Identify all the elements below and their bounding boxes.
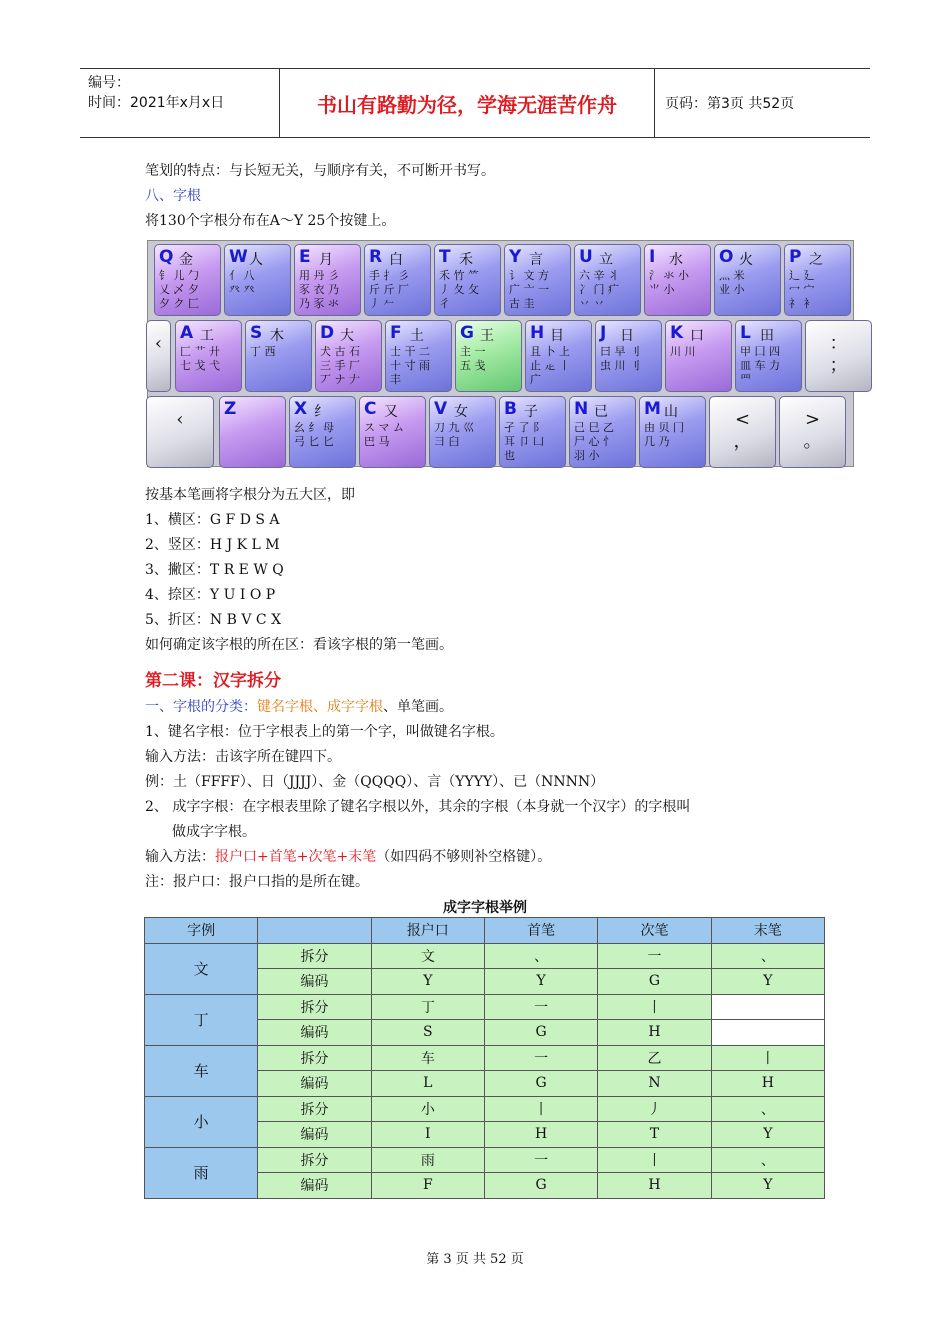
key-q [154, 244, 221, 316]
key-t [434, 244, 501, 316]
key-symbol [805, 320, 872, 392]
key-letter: T [439, 247, 451, 267]
key-roots: 川 川 [670, 345, 696, 358]
key-roots: 灬 米 业 小 [719, 269, 745, 296]
row-label: 拆分 [258, 1096, 371, 1122]
key-roots: 讠 文 方 广 亠 一 古 圭 [509, 269, 549, 310]
key-name-root: 土 [410, 328, 424, 344]
key-name-root: 工 [200, 328, 214, 344]
class-prefix: 一、字根的分类： [145, 699, 257, 715]
key-letter: A [180, 323, 194, 343]
table-row [145, 1096, 825, 1122]
key-g [455, 320, 522, 392]
row-label: 拆分 [258, 943, 371, 969]
key-name-root: 大 [340, 328, 354, 344]
key-symbol: ‹ [176, 409, 184, 430]
char-root-def-2: 做成字字根。 [172, 824, 256, 840]
table-row [145, 1045, 825, 1071]
key-symbol [146, 320, 171, 392]
stroke-feature: 笔划的特点：与长短无关，与顺序有关，不可断开书写。 [145, 163, 495, 179]
code-cell: G [484, 1173, 597, 1199]
key-root-input: 输入方法：击该字所在键四下。 [145, 749, 341, 765]
key-name-root: 田 [760, 328, 774, 344]
table-row [145, 994, 825, 1020]
key-letter: Y [509, 247, 522, 267]
key-name-root: 人 [249, 252, 263, 268]
key-b [499, 396, 566, 468]
key-letter: Q [159, 247, 174, 267]
key-roots: 幺 纟 母 弓 匕 匕 [294, 421, 334, 448]
key-o [714, 244, 781, 316]
row-label: 编码 [258, 1173, 371, 1199]
key-roots: 刀 九 巛 彐 臼 [434, 421, 474, 448]
key-p [784, 244, 851, 316]
split-cell: 文 [371, 943, 484, 969]
key-letter: X [294, 399, 308, 419]
key-letter: K [670, 323, 684, 343]
split-cell [711, 994, 824, 1020]
key-s [245, 320, 312, 392]
code-cell: H [598, 1173, 711, 1199]
key-letter: L [740, 323, 751, 343]
split-cell: 一 [484, 994, 597, 1020]
row-label: 编码 [258, 1122, 371, 1148]
key-letter: M [644, 399, 661, 419]
key-symbol [779, 396, 846, 468]
key-name-root: 日 [620, 328, 634, 344]
code-cell: I [371, 1122, 484, 1148]
split-cell: 丿 [598, 1096, 711, 1122]
key-i [644, 244, 711, 316]
key-roots: 六 辛 丬 冫 门 疒 丷 丷 [579, 269, 619, 310]
code-cell: L [371, 1071, 484, 1097]
header-cell: 末笔 [711, 918, 824, 944]
input-formula: 报户口+首笔+次笔+末笔 [215, 849, 377, 865]
key-root-def: 1、键名字根：位于字根表上的第一个字，叫做键名字根。 [145, 724, 504, 740]
zone-item: 4、捺区：Y U I O P [145, 587, 276, 603]
split-cell: 丨 [484, 1096, 597, 1122]
zone-item: 5、折区：N B V C X [145, 612, 282, 628]
key-roots: 匚 艹 廾 七 戈 弋 [180, 345, 220, 372]
code-cell: T [598, 1122, 711, 1148]
split-cell: 丨 [598, 994, 711, 1020]
key-name-root: 子 [524, 404, 538, 420]
key-roots: ス マ ム 巴 马 [364, 421, 404, 448]
code-cell [711, 1020, 824, 1046]
key-roots: 士 干 二 十 寸 雨 丰 [390, 345, 430, 386]
key-roots: 孑 了 阝 耳 卩 凵 也 [504, 421, 544, 462]
class-char-root: 成字字根 [327, 699, 383, 715]
code-cell: G [484, 1071, 597, 1097]
key-roots: 用 丹 彡 豕 衣 乃 乃 豕 氺 [299, 269, 339, 310]
key-name-root: 纟 [314, 404, 328, 420]
table-header-row [145, 918, 825, 944]
code-cell: G [598, 969, 711, 995]
header-cell: 报户口 [371, 918, 484, 944]
header-page-info: 页码：第3页 共52页 [665, 96, 795, 112]
code-cell: H [598, 1020, 711, 1046]
key-name-root: 月 [319, 252, 333, 268]
key-name-root: 王 [480, 328, 494, 344]
split-cell: 、 [484, 943, 597, 969]
char-example: 文 [145, 943, 258, 994]
key-roots: 手 扌 彡 斤 斤 厂 丿 𠂉 [369, 269, 409, 310]
key-letter: N [574, 399, 589, 419]
key-y [504, 244, 571, 316]
key-letter: U [579, 247, 593, 267]
split-cell: 小 [371, 1096, 484, 1122]
split-cell: 、 [711, 1147, 824, 1173]
key-roots: 氵 氺 小 ⺌ 小 [649, 269, 689, 296]
key-name-root: 木 [270, 328, 284, 344]
zone-how: 如何确定该字根的所在区：看该字根的第一笔画。 [145, 637, 453, 653]
roots-distribution: 将130个字根分布在A～Y 25个按键上。 [145, 213, 396, 229]
key-name-root: 水 [669, 252, 683, 268]
key-symbol: < ， [733, 409, 752, 452]
key-r [364, 244, 431, 316]
key-letter: W [229, 247, 248, 267]
key-roots: 亻 八 癶 癶 [229, 269, 255, 296]
key-roots: 钅 儿 勹 乂 乄 夕 夕 ク 匚 [159, 269, 199, 310]
row-label: 拆分 [258, 994, 371, 1020]
key-letter: P [789, 247, 802, 267]
table-caption: 成字字根举例 [443, 900, 527, 916]
key-symbol [709, 396, 776, 468]
key-m [639, 396, 706, 468]
code-cell: Y [484, 969, 597, 995]
header-cell: 次笔 [598, 918, 711, 944]
zone-item: 3、撇区：T R E W Q [145, 562, 284, 578]
code-cell: Y [711, 969, 824, 995]
key-e [294, 244, 361, 316]
header-cell: 字例 [145, 918, 258, 944]
split-cell: 、 [711, 943, 824, 969]
char-example: 丁 [145, 994, 258, 1045]
key-roots: 犬 古 石 三 手 厂 丆 ナ 𠂇 [320, 345, 360, 386]
code-cell: Y [371, 969, 484, 995]
key-symbol: ‹ [154, 333, 163, 354]
key-l [735, 320, 802, 392]
char-example: 车 [145, 1045, 258, 1096]
key-c [359, 396, 426, 468]
key-name-root: 目 [550, 328, 564, 344]
key-name-root: 白 [389, 252, 403, 268]
number-label: 编号： [88, 75, 130, 91]
code-cell: Y [711, 1122, 824, 1148]
key-symbol: ： ； [829, 333, 848, 376]
note: 注：报户口：报户口指的是所在键。 [145, 874, 369, 890]
key-name-root: 言 [529, 252, 543, 268]
zones-intro: 按基本笔画将字根分为五大区，即 [145, 487, 355, 503]
key-letter: H [530, 323, 545, 343]
row-label: 拆分 [258, 1045, 371, 1071]
split-cell: 雨 [371, 1147, 484, 1173]
code-cell: H [484, 1122, 597, 1148]
code-cell: N [598, 1071, 711, 1097]
page-header [80, 68, 870, 138]
key-roots: 丁 西 [250, 345, 276, 358]
split-cell: 丨 [711, 1045, 824, 1071]
key-letter: F [390, 323, 402, 343]
key-roots: 由 贝 冂 几 乃 [644, 421, 684, 448]
zone-item: 2、竖区：H J K L M [145, 537, 280, 553]
code-cell: S [371, 1020, 484, 1046]
key-d [315, 320, 382, 392]
key-roots: 甲 囗 四 皿 车 力 罒 [740, 345, 780, 386]
key-name-root: 立 [599, 252, 613, 268]
key-u [574, 244, 641, 316]
row-label: 编码 [258, 1020, 371, 1046]
key-name-root: 禾 [459, 252, 473, 268]
lesson-title: 第二课：汉字拆分 [145, 671, 281, 691]
char-root-table [144, 917, 825, 1199]
code-cell: H [711, 1071, 824, 1097]
code-cell: G [484, 1020, 597, 1046]
code-cell: Y [711, 1173, 824, 1199]
key-letter: J [600, 323, 607, 343]
key-a [175, 320, 242, 392]
split-cell: 乙 [598, 1045, 711, 1071]
char-root-def-1: 2、 成字字根：在字根表里除了键名字根以外，其余的字根（本身就一个汉字）的字根叫 [145, 799, 691, 815]
section-heading-8: 八、字根 [145, 188, 201, 204]
key-name-root: 火 [739, 252, 753, 268]
header-meta [80, 69, 280, 137]
key-roots: 主 一 五 戋 [460, 345, 486, 372]
table-row [145, 1147, 825, 1173]
class-tail: 、单笔画。 [383, 699, 453, 715]
key-name-root: 金 [179, 252, 193, 268]
char-example: 雨 [145, 1147, 258, 1198]
code-cell: F [371, 1173, 484, 1199]
key-name-root: 口 [690, 328, 704, 344]
split-cell: 丁 [371, 994, 484, 1020]
key-roots: 辶 廴 冖 宀 礻 衤 [789, 269, 815, 310]
header-motto: 书山有路勤为径，学海无涯苦作舟 [280, 69, 655, 137]
key-letter: S [250, 323, 263, 343]
key-n [569, 396, 636, 468]
split-cell: 丨 [598, 1147, 711, 1173]
root-classification [145, 698, 453, 716]
key-h [525, 320, 592, 392]
split-cell: 一 [484, 1147, 597, 1173]
key-w [224, 244, 291, 316]
char-example: 小 [145, 1096, 258, 1147]
char-root-input [145, 848, 551, 866]
key-letter: V [434, 399, 448, 419]
key-symbol [146, 396, 214, 468]
key-j [595, 320, 662, 392]
key-name-root: 已 [594, 404, 608, 420]
key-letter: B [504, 399, 517, 419]
input-prefix: 输入方法： [145, 849, 215, 865]
key-roots: 且 卜 上 止 龰 丨 广 [530, 345, 570, 386]
key-k [665, 320, 732, 392]
wubi-keyboard [147, 240, 854, 467]
key-letter: I [649, 247, 656, 267]
key-root-example: 例：土（FFFF）、日（JJJJ）、金（QQQQ）、言（YYYY）、已（NNNN） [145, 774, 605, 790]
table-row [145, 943, 825, 969]
key-letter: G [460, 323, 474, 343]
key-v [429, 396, 496, 468]
split-cell: 车 [371, 1045, 484, 1071]
split-cell: 一 [598, 943, 711, 969]
row-label: 编码 [258, 969, 371, 995]
key-z [219, 396, 286, 468]
row-label: 拆分 [258, 1147, 371, 1173]
key-roots: 曰 早 刂 虫 川 刂 [600, 345, 640, 372]
key-roots: 禾 竹 ⺮ 丿 夂 攵 彳 [439, 269, 479, 310]
key-f [385, 320, 452, 392]
split-cell: 一 [484, 1045, 597, 1071]
key-name-root: 之 [809, 252, 823, 268]
key-x [289, 396, 356, 468]
page-footer: 第 3 页 共 52 页 [426, 1252, 524, 1267]
key-letter: Z [224, 399, 237, 419]
header-cell [258, 918, 371, 944]
key-name-root: 女 [454, 404, 468, 420]
input-tail: （如四码不够则补空格键）。 [376, 849, 552, 865]
key-symbol: > 。 [803, 409, 822, 452]
key-roots: 己 巳 乙 尸 心 忄 羽 小 [574, 421, 614, 462]
class-key-root: 键名字根、 [257, 699, 327, 715]
key-letter: O [719, 247, 734, 267]
key-letter: D [320, 323, 335, 343]
header-cell: 首笔 [484, 918, 597, 944]
key-name-root: 山 [664, 404, 678, 420]
row-label: 编码 [258, 1071, 371, 1097]
key-name-root: 又 [384, 404, 398, 420]
key-letter: R [369, 247, 383, 267]
time-label: 时间：2021年x月x日 [88, 95, 225, 111]
zone-item: 1、横区：G F D S A [145, 512, 280, 528]
key-letter: C [364, 399, 377, 419]
key-letter: E [299, 247, 311, 267]
split-cell: 、 [711, 1096, 824, 1122]
